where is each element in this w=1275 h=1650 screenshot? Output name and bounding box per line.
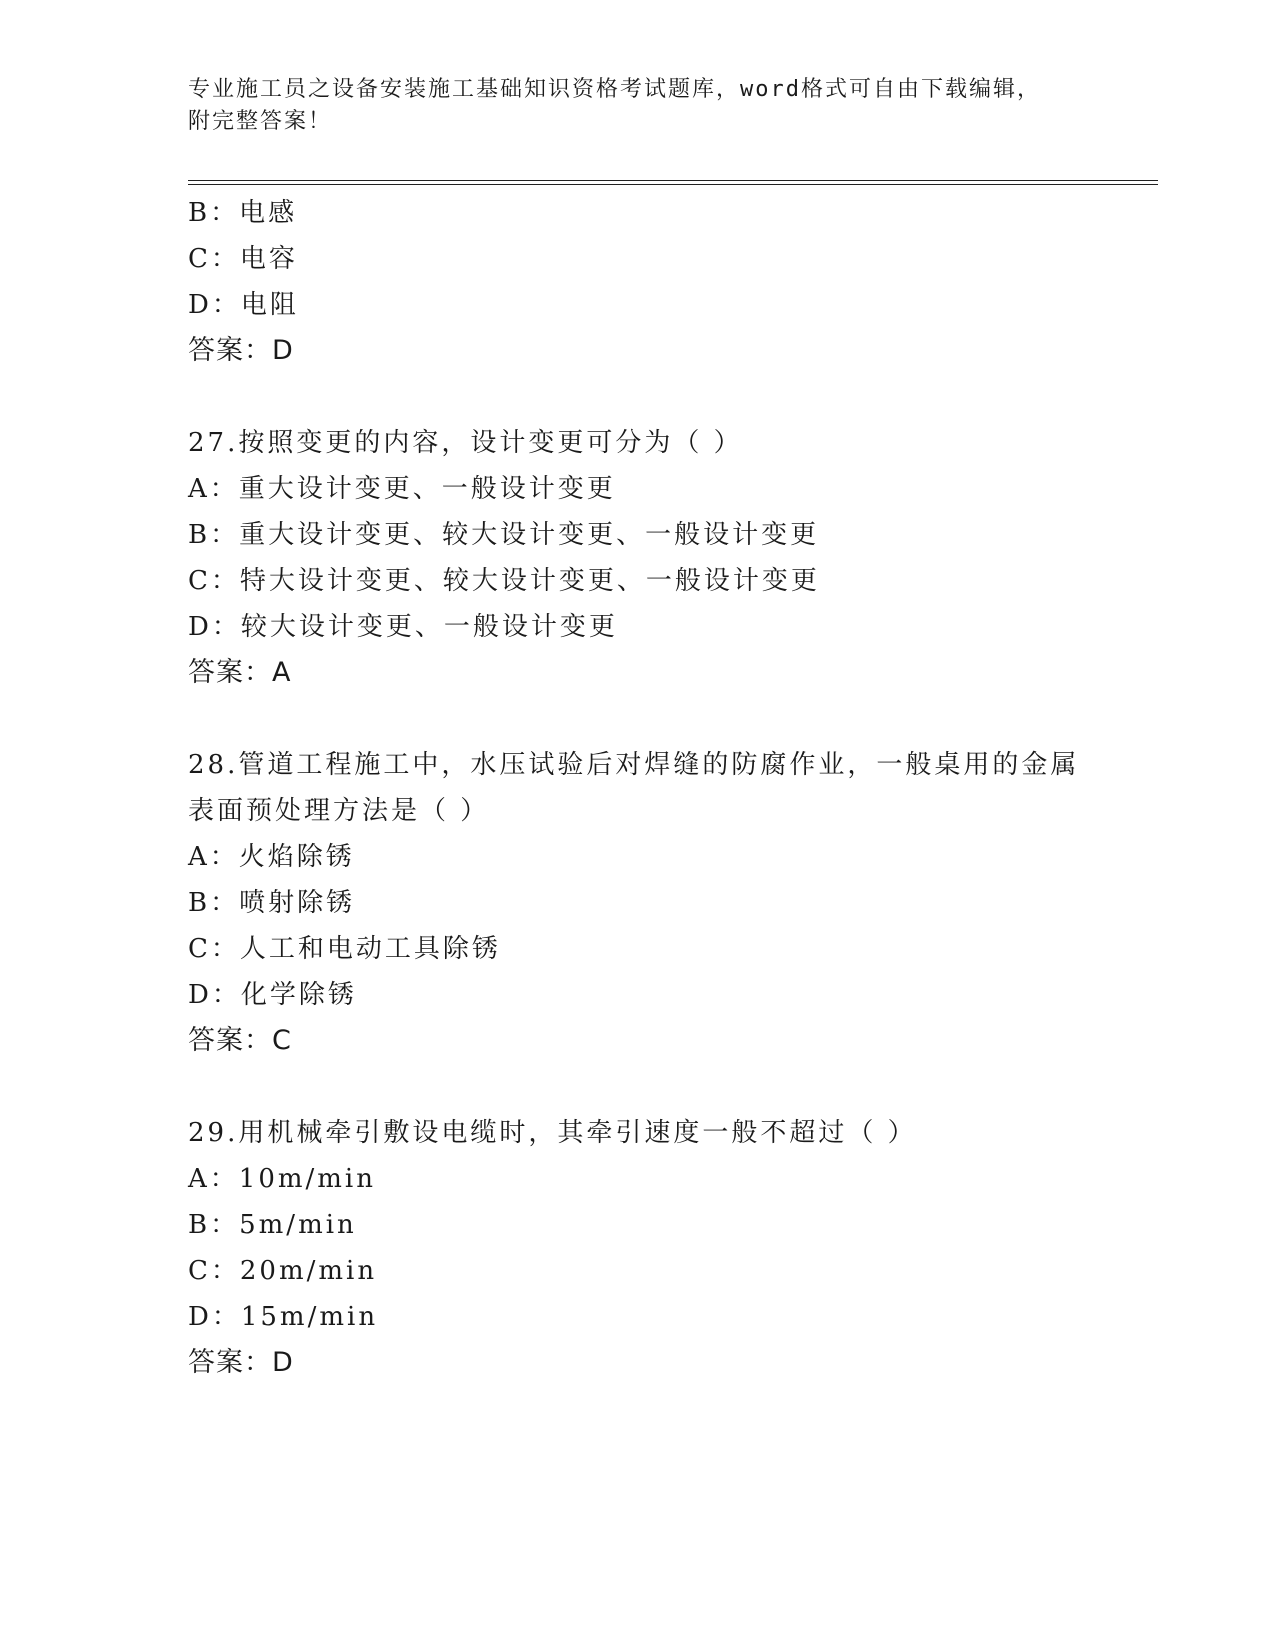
document-header xyxy=(188,74,1088,138)
answer-line: 答案：A xyxy=(188,657,292,688)
answer-line: 答案：D xyxy=(188,335,294,366)
option-c: C：电容 xyxy=(188,244,298,274)
question-26-continued xyxy=(188,190,1088,374)
header-divider-top xyxy=(188,180,1158,181)
option-d: D：电阻 xyxy=(188,290,299,320)
option-b: B：5m/min xyxy=(188,1210,357,1240)
question-stem: 27.按照变更的内容，设计变更可分为（ ） xyxy=(188,428,743,458)
option-c: C：特大设计变更、较大设计变更、一般设计变更 xyxy=(188,566,820,596)
header-line-1: 专业施工员之设备安装施工基础知识资格考试题库，word格式可自由下载编辑， xyxy=(188,77,1041,102)
option-c: C：人工和电动工具除锈 xyxy=(188,934,501,964)
option-c: C：20m/min xyxy=(188,1256,378,1286)
option-b: B：电感 xyxy=(188,198,298,228)
option-a: A：火焰除锈 xyxy=(188,842,355,872)
question-29 xyxy=(188,1110,1088,1386)
answer-line: 答案：C xyxy=(188,1025,292,1056)
spacer xyxy=(188,1064,1088,1110)
header-line-2: 附完整答案！ xyxy=(188,109,333,134)
question-stem: 28.管道工程施工中，水压试验后对焊缝的防腐作业，一般桌用的金属 xyxy=(188,750,1080,780)
question-stem-continued: 表面预处理方法是（ ） xyxy=(188,796,490,826)
question-27 xyxy=(188,420,1088,696)
spacer xyxy=(188,696,1088,742)
spacer xyxy=(188,374,1088,420)
option-d: D：化学除锈 xyxy=(188,980,357,1010)
question-stem: 29.用机械牵引敷设电缆时，其牵引速度一般不超过（ ） xyxy=(188,1118,917,1148)
option-b: B：喷射除锈 xyxy=(188,888,356,918)
header-divider-bottom xyxy=(188,184,1158,185)
question-28 xyxy=(188,742,1088,1064)
option-d: D：15m/min xyxy=(188,1302,379,1332)
option-d: D：较大设计变更、一般设计变更 xyxy=(188,612,618,642)
answer-line: 答案：D xyxy=(188,1347,294,1378)
option-b: B：重大设计变更、较大设计变更、一般设计变更 xyxy=(188,520,820,550)
option-a: A：重大设计变更、一般设计变更 xyxy=(188,474,616,504)
question-list xyxy=(188,190,1088,1386)
option-a: A：10m/min xyxy=(188,1164,376,1194)
